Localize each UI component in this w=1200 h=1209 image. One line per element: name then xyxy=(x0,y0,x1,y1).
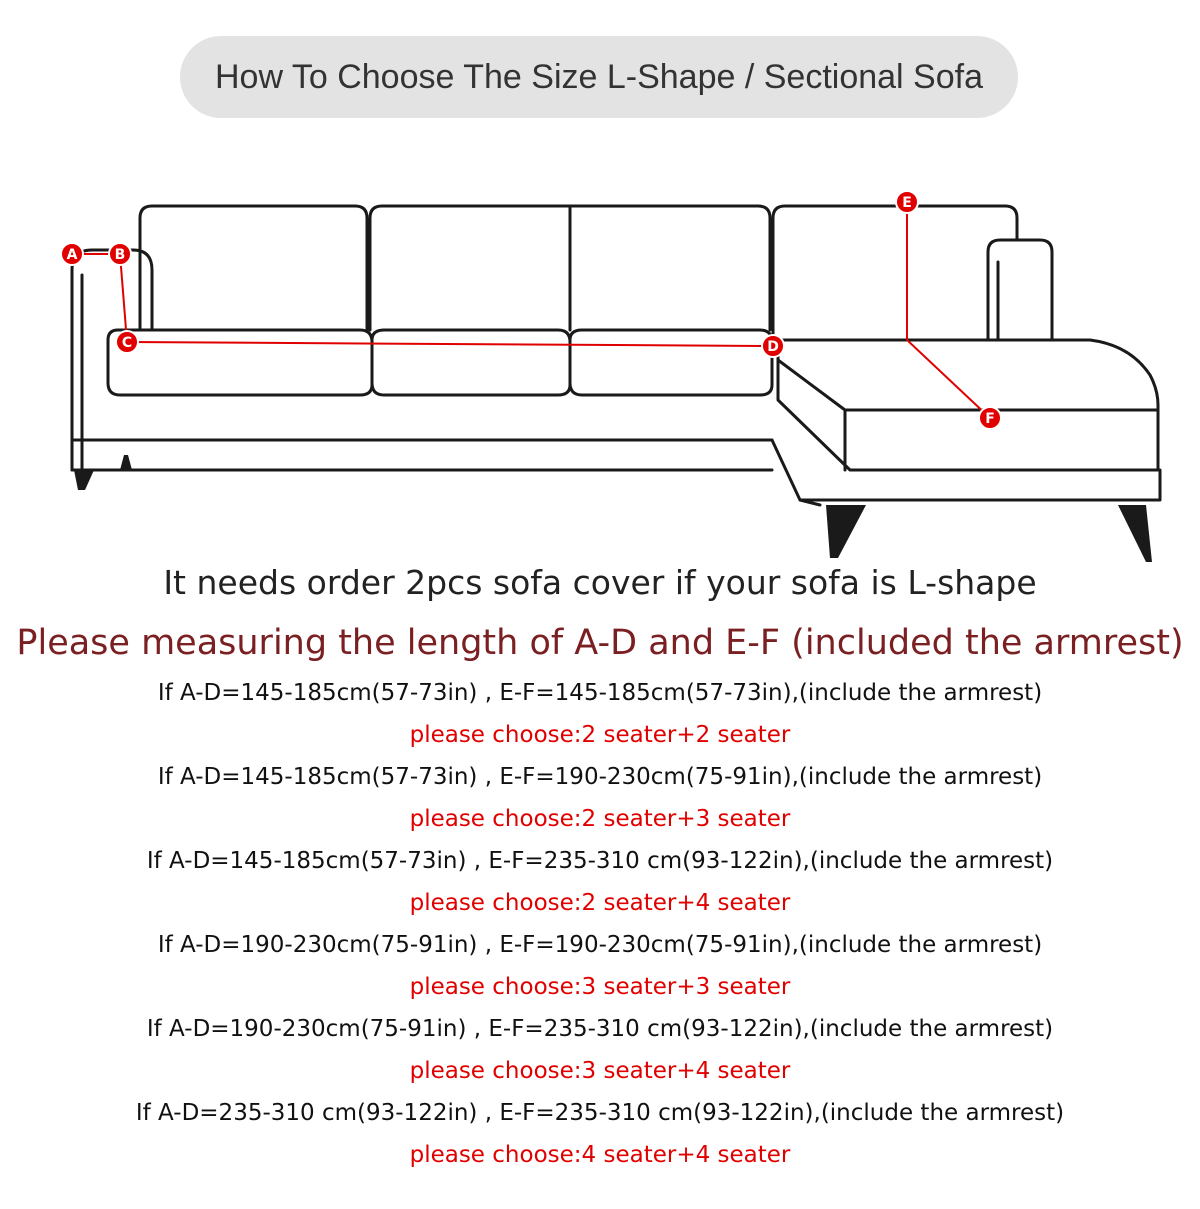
chaise-back xyxy=(773,206,1017,340)
rule-choice: please choose:3 seater+4 seater xyxy=(409,1058,791,1084)
rule-condition: If A-D=145-185cm(57-73in) , E-F=145-185cm(57-73in),(include the armrest) xyxy=(157,680,1043,706)
rule-choice: please choose:2 seater+4 seater xyxy=(409,890,791,916)
marker-d-label: D xyxy=(767,339,779,355)
marker-a-label: A xyxy=(66,247,78,263)
seat-cushion-1 xyxy=(108,330,372,395)
seat-cushion-2 xyxy=(372,330,570,395)
marker-c-label: C xyxy=(121,335,133,351)
rule-choice: please choose:3 seater+3 seater xyxy=(409,974,791,1000)
order-note: It needs order 2pcs sofa cover if your sofa is L-shape xyxy=(163,563,1037,602)
rule-choice: please choose:4 seater+4 seater xyxy=(409,1142,791,1168)
rule-choice: please choose:2 seater+3 seater xyxy=(409,806,791,832)
measure-instruction: Please measuring the length of A-D and E-F (included the armrest) xyxy=(16,623,1184,663)
chaise-seat xyxy=(778,340,1158,470)
rule-choice: please choose:2 seater+2 seater xyxy=(409,722,791,748)
measure-line-c-d xyxy=(127,342,773,346)
rule-condition: If A-D=235-310 cm(93-122in) , E-F=235-310 cm(93-122in),(include the armrest) xyxy=(135,1100,1065,1126)
rule-condition: If A-D=145-185cm(57-73in) , E-F=235-310 cm(93-122in),(include the armrest) xyxy=(146,848,1054,874)
rule-condition: If A-D=145-185cm(57-73in) , E-F=190-230cm(75-91in),(include the armrest) xyxy=(157,764,1043,790)
rule-condition: If A-D=190-230cm(75-91in) , E-F=235-310 cm(93-122in),(include the armrest) xyxy=(146,1016,1054,1042)
sofa-diagram xyxy=(0,150,1200,570)
seat-cushion-3 xyxy=(570,330,772,395)
page-title: How To Choose The Size L-Shape / Sectional Sofa xyxy=(180,36,1018,118)
marker-b-label: B xyxy=(114,247,126,263)
size-rules xyxy=(0,672,1200,1176)
rule-condition: If A-D=190-230cm(75-91in) , E-F=190-230cm(75-91in),(include the armrest) xyxy=(157,932,1043,958)
back-cushion-1 xyxy=(140,206,367,330)
marker-e-label: E xyxy=(902,195,912,211)
measure-line-e-f xyxy=(907,202,990,418)
marker-f-label: F xyxy=(985,411,995,427)
